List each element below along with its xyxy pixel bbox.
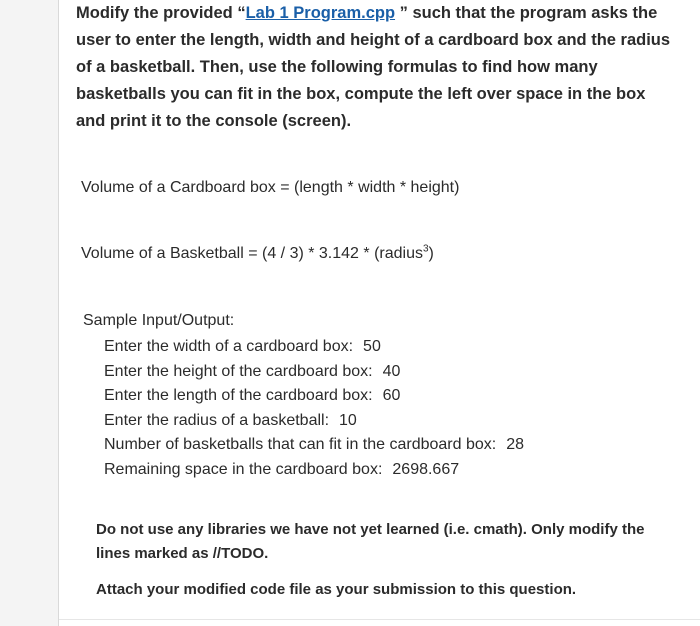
sample-line-radius [104,409,524,434]
basketball-volume-formula [81,243,434,265]
radius-exponent: 3 [422,243,429,255]
sample-io-list [104,335,524,482]
lab-program-link[interactable]: Lab 1 Program.cpp [245,4,396,22]
instructions-notes [96,518,656,602]
sample-line-value: 10 [339,411,357,429]
sample-line-label: Number of basketballs that can fit in the cardboard box: [104,436,497,453]
left-margin [0,0,58,626]
sample-line-value: 50 [363,338,381,355]
question-card [59,0,700,626]
bottom-divider [59,619,700,620]
sample-line-length [104,384,524,409]
cardboard-volume-formula: Volume of a Cardboard box = (length * width * height) [81,179,460,196]
sample-title: Sample Input/Output: [83,312,235,329]
sample-line-label: Enter the radius of a basketball: [104,411,330,429]
sample-line-label: Remaining space in the cardboard box: [104,460,383,478]
sample-line-label: Enter the length of the cardboard box: [104,387,373,404]
question-intro [76,0,676,135]
intro-text-start: Modify the provided “ [76,4,246,22]
basketball-formula-text: Volume of a Basketball = (4 / 3) * 3.142 * (radius [81,245,423,262]
sample-line-value: 28 [506,436,525,453]
sample-line-value: 2698.667 [392,460,460,478]
sample-line-label: Enter the width of a cardboard box: [104,338,354,355]
sample-line-height [104,360,524,385]
sample-line-label: Enter the height of the cardboard box: [104,362,373,380]
intro-text-rest: ” such that the program asks the user to enter the length, width and height of a cardboard box and the radius of a basketball. Then, use the following formulas to find how many basketballs you can fit in the box, compute the left over space in the box and print it to the console (screen). [76,4,671,130]
sample-line-value: 60 [382,387,401,404]
basketball-formula-close: ) [428,245,434,262]
sample-line-basketball-count [104,433,524,458]
sample-line-remaining-space [104,458,524,483]
attach-file-note: Attach your modified code file as your submission to this question. [96,581,577,598]
library-restriction-note: Do not use any libraries we have not yet learned (i.e. cmath). Only modify the lines marked as //TODO. [96,521,645,562]
sample-line-value: 40 [382,362,401,380]
sample-line-width [104,335,524,360]
